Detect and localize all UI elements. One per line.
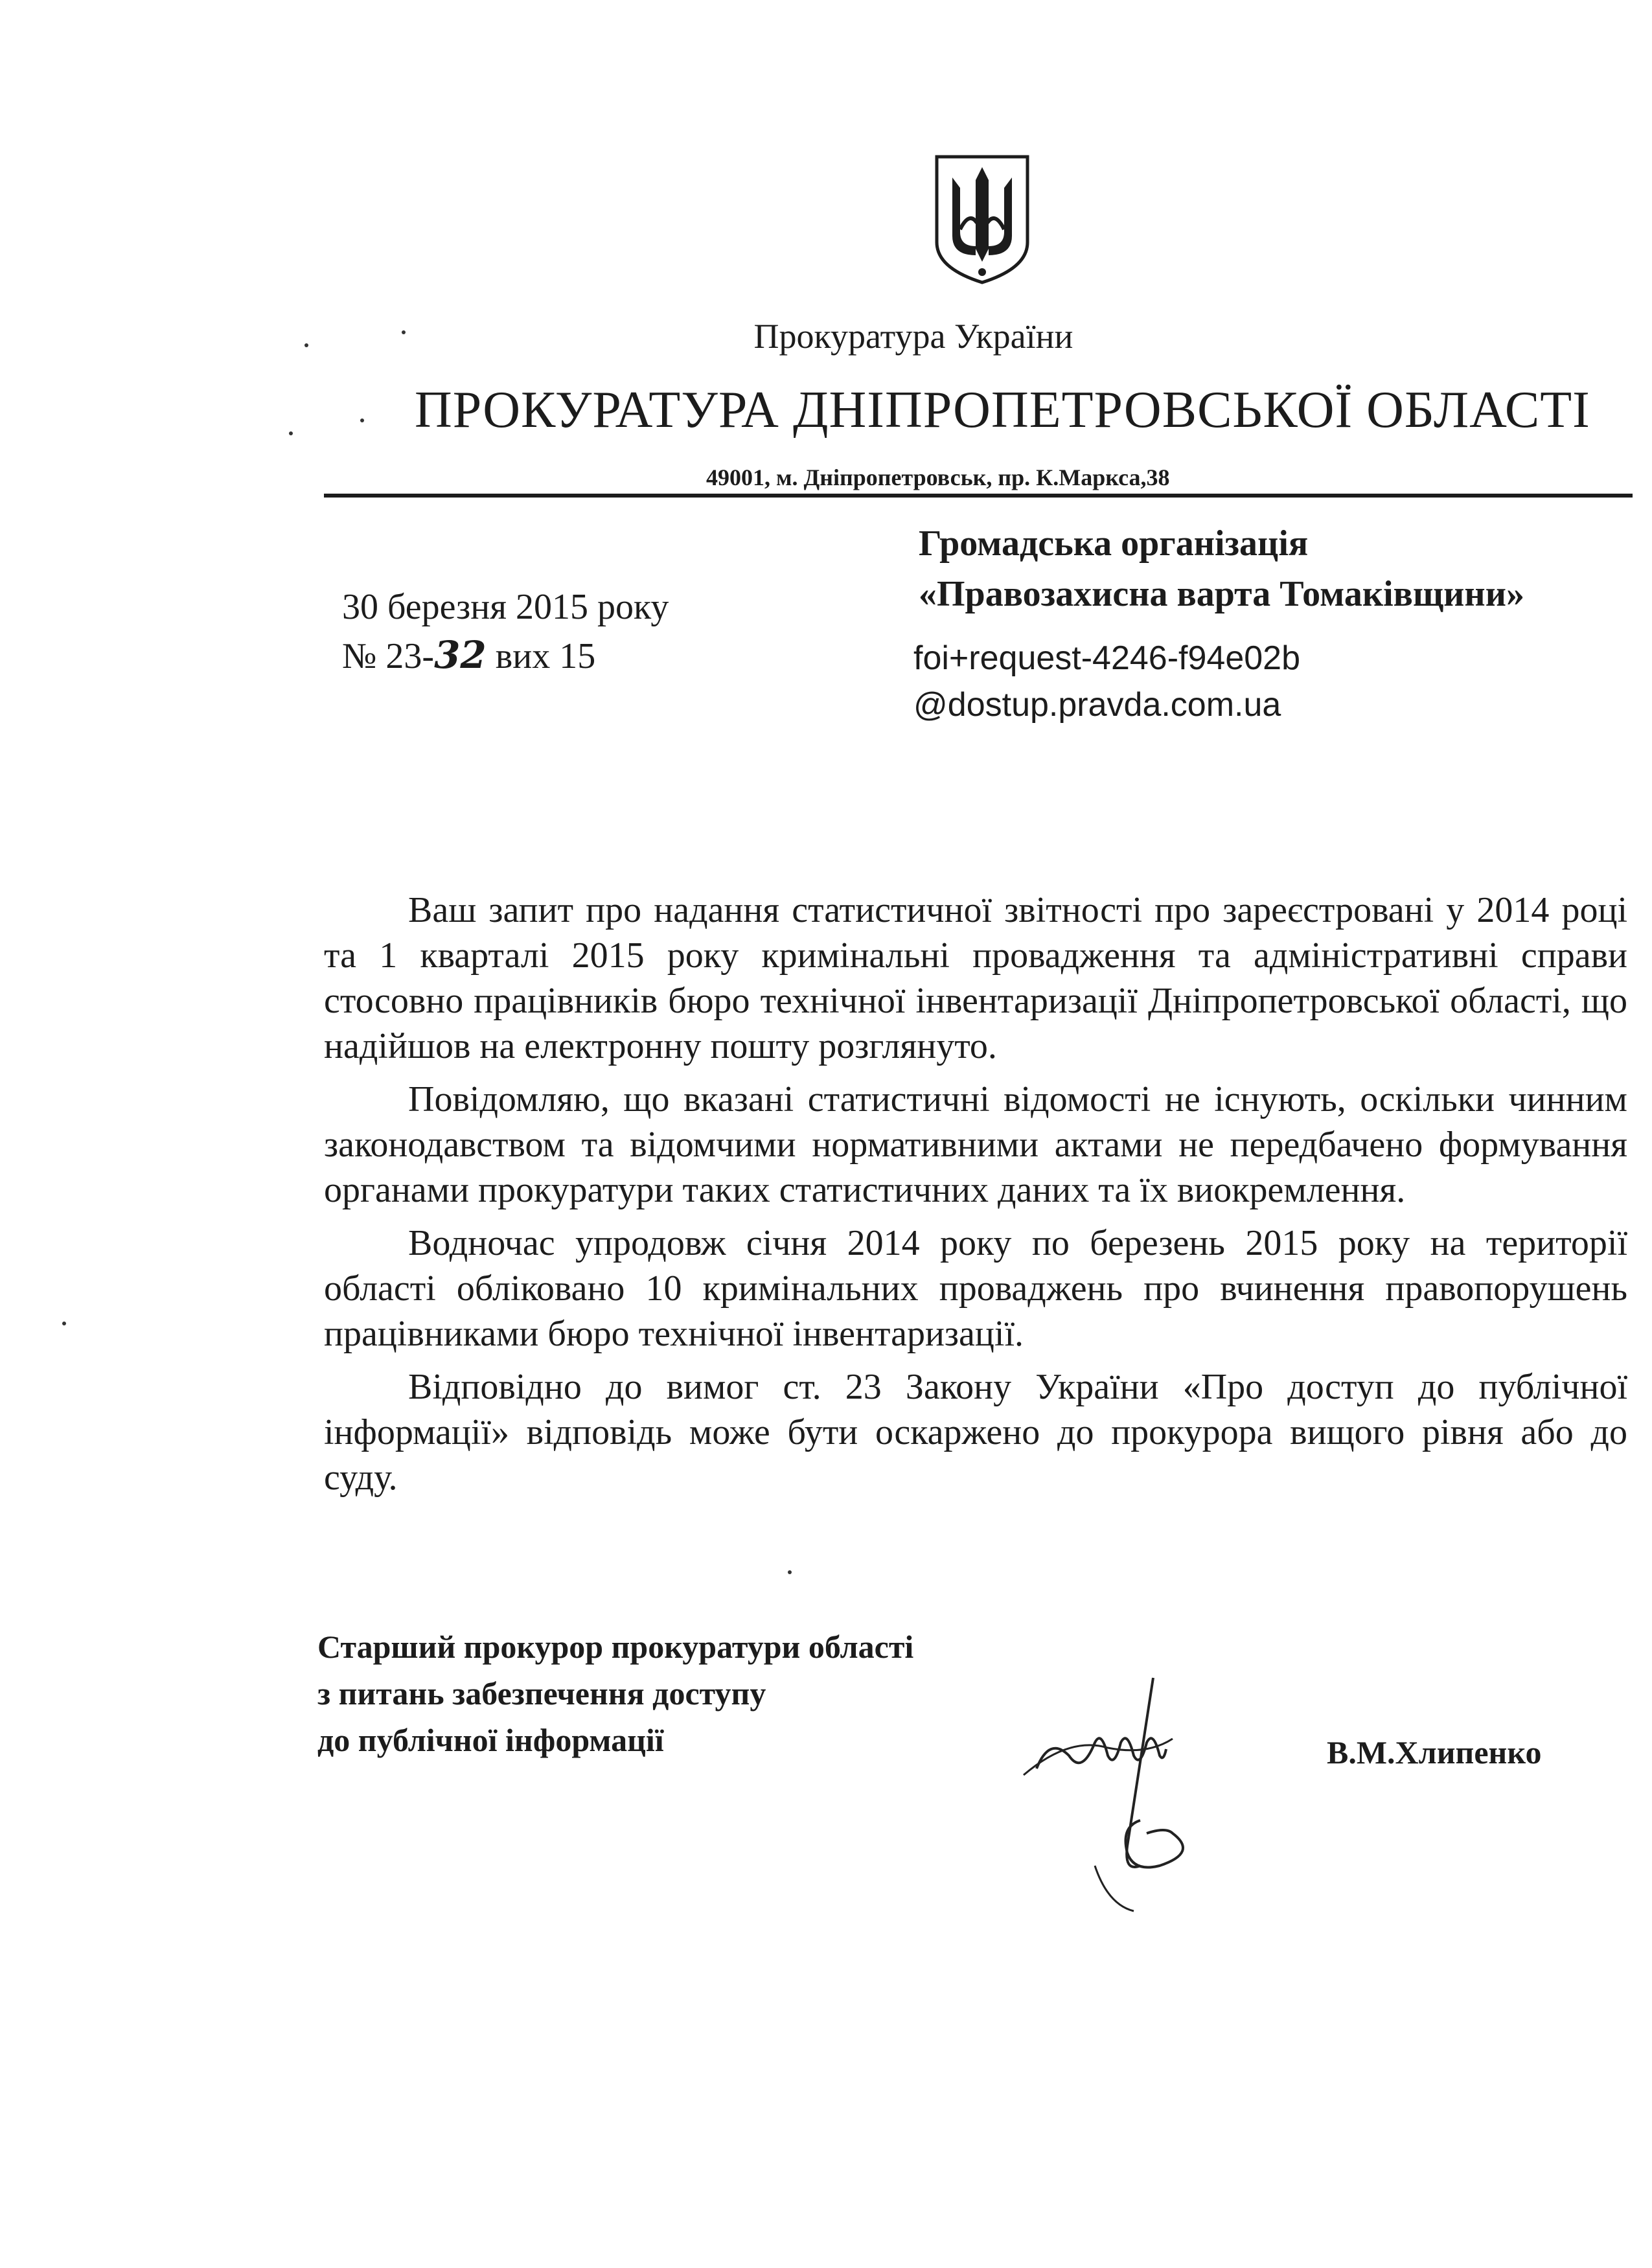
signer-title bbox=[317, 1623, 913, 1763]
letter-number bbox=[342, 631, 669, 680]
email-line-1: foi+request-4246-f94e02b bbox=[913, 639, 1301, 677]
body-paragraph: Повідомляю, що вказані статистичні відомості не існують, оскільки чинним законодавством та відомчими нормативними актами не передбачено формування органами прокуратури таких статистичних даних та їх виокремлення. bbox=[324, 1079, 1627, 1210]
recipient-org-name: «Правозахисна варта Томаківщини» bbox=[919, 574, 1524, 614]
recipient-email bbox=[913, 635, 1300, 728]
letter-date: 30 березня 2015 року bbox=[342, 587, 669, 627]
recipient-block bbox=[919, 518, 1524, 619]
letter-meta bbox=[342, 583, 669, 680]
body-paragraph: Відповідно до вимог ст. 23 Закону України «Про доступ до публічної інформації» відповідь може бути оскаржено до прокурора вищого рівня або до суду. bbox=[324, 1367, 1627, 1498]
scan-speck bbox=[402, 330, 406, 334]
handwritten-signature bbox=[1011, 1671, 1322, 1918]
number-suffix: вих 15 bbox=[486, 636, 596, 676]
email-line-2: @dostup.pravda.com.ua bbox=[913, 686, 1281, 724]
number-prefix: № 23- bbox=[342, 636, 435, 676]
letter-body bbox=[324, 888, 1627, 1508]
scan-speck bbox=[289, 431, 293, 435]
recipient-org-type: Громадська організація bbox=[919, 523, 1309, 564]
trident-emblem-icon bbox=[930, 152, 1034, 285]
number-handwritten: 32 bbox=[434, 633, 487, 677]
scan-speck bbox=[304, 343, 308, 347]
signer-title-line: до публічної інформації bbox=[317, 1722, 664, 1758]
office-name: ПРОКУРАТУРА ДНІПРОПЕТРОВСЬКОЇ ОБЛАСТІ bbox=[415, 382, 1590, 439]
signer-title-line: Старший прокурор прокуратури області bbox=[317, 1629, 914, 1665]
body-paragraph: Ваш запит про надання статистичної звітності про зареєстровані у 2014 році та 1 кварталі 2015 року кримінальні провадження та адміністративні справи стосовно працівників бюро технічної інвентаризації Дніпропетровської області, що надійшов на електронну пошту розглянуто. bbox=[324, 890, 1627, 1066]
body-paragraph: Водночас упродовж січня 2014 року по березень 2015 року на території області обліковано 10 кримінальних проваджень про вчинення правопорушень працівниками бюро технічної інвентаризації. bbox=[324, 1223, 1627, 1354]
office-address: 49001, м. Дніпропетровськ, пр. К.Маркса,38 bbox=[706, 464, 1170, 490]
header-divider bbox=[324, 494, 1633, 498]
signer-title-line: з питань забезпечення доступу bbox=[317, 1675, 766, 1712]
scan-speck bbox=[62, 1322, 66, 1325]
scan-speck bbox=[360, 418, 364, 422]
scan-speck bbox=[788, 1570, 792, 1574]
signer-name: В.М.Хлипенко bbox=[1327, 1734, 1542, 1770]
ministry-name: Прокуратура України bbox=[753, 317, 1073, 356]
